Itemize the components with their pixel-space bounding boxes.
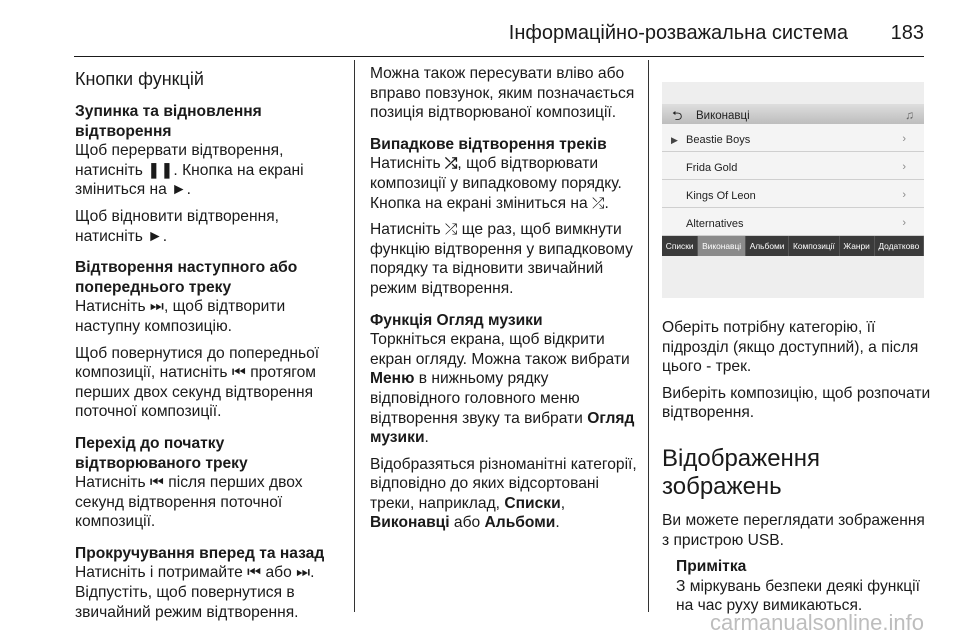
play-icon: ► [147, 227, 163, 245]
artists-term: Виконавці [370, 514, 450, 532]
paragraph: Натисніть ⤮ ще раз, щоб вимкнути функцію відтворення у випадковому порядку та відновити звичайний режим відтворення. [370, 221, 633, 297]
category-tabs [662, 236, 924, 256]
section-heading: Відображення зображень [662, 444, 821, 500]
chevron-right-icon: › [902, 217, 906, 229]
tab-songs[interactable]: Композиції [789, 236, 839, 256]
play-icon: ► [171, 181, 187, 199]
tab-more[interactable]: Додатково [875, 236, 924, 256]
screen-frame [662, 104, 924, 256]
column-divider [354, 60, 355, 612]
infotainment-screenshot [662, 82, 924, 298]
tab-artists[interactable]: Виконавці [698, 236, 746, 256]
shuffle-icon: ⤮ [444, 221, 458, 239]
back-icon[interactable]: ⮌ [672, 108, 683, 123]
section-heading: Кнопки функцій [75, 69, 204, 89]
previous-track-icon: ⏮ [149, 474, 164, 492]
pause-icon: ❚❚ [147, 161, 174, 179]
chevron-right-icon: › [902, 189, 906, 201]
previous-track-icon: ⏮ [247, 564, 262, 582]
screen-title: Виконавці [696, 110, 750, 122]
chevron-right-icon: › [902, 161, 906, 173]
menu-term: Меню [370, 370, 415, 388]
previous-track-icon: ⏮ [231, 364, 246, 382]
column-3 [662, 64, 932, 616]
subsection-title: Відтворення наступного або попереднього треку [75, 259, 298, 296]
screen-header [662, 104, 924, 124]
list-item[interactable]: Kings Of Leon › [662, 180, 924, 208]
paragraph: Щоб повернутися до попередньої композиції, натисніть ⏮ протягом перших двох секунд відтворення поточної композиції. [75, 344, 320, 421]
list-item[interactable]: ▶ Beastie Boys › [662, 124, 924, 152]
column-1 [75, 64, 347, 629]
subsection-title: Випадкове відтворення треків [370, 135, 607, 153]
paragraph: Натисніть ⤮, щоб відтворювати композиції у випадковому порядку. Кнопка на екрані зміниться на ⤮. [370, 155, 622, 212]
page-number: 183 [890, 22, 924, 44]
watermark: carmanualsonline.info [709, 610, 924, 635]
shuffle-icon: ⤮ [444, 155, 458, 173]
note-text: З міркувань безпеки деякі функції на час руху вимикаються. [676, 577, 920, 615]
paragraph: Виберіть композицію, щоб розпочати відтворення. [662, 384, 931, 422]
paragraph: Щоб відновити відтворення, натисніть ►. [75, 207, 279, 245]
music-note-icon: ♫ [905, 108, 914, 122]
artist-list [662, 124, 924, 236]
header-title: Інформаційно-розважальна система [508, 22, 848, 44]
paragraph: Ви можете переглядати зображення з пристрою USB. [662, 511, 925, 549]
list-item[interactable]: Frida Gold › [662, 152, 924, 180]
column-divider [648, 60, 649, 612]
page-header [0, 0, 960, 60]
paragraph: Відобразяться різноманітні категорії, відповідно до яких відсортовані треки, наприклад, Списки, Виконавці або Альбоми. [370, 455, 637, 532]
subsection-title: Функція Огляд музики [370, 311, 543, 329]
subsection-title: Перехід до початку відтворюваного треку [75, 434, 248, 472]
header-rule [74, 56, 924, 57]
paragraph: Натисніть ⏮ після перших двох секунд відтворення поточної композиції. [75, 474, 303, 531]
paragraph: Можна також пересувати вліво або вправо повзунок, яким позначається позиція відтворюваної композиції. [370, 65, 635, 122]
play-icon: ▶ [671, 135, 678, 145]
subsection-title: Прокручування вперед та назад [75, 544, 325, 562]
browse-music-term: Огляд музики [370, 409, 635, 447]
note-block [676, 557, 932, 616]
list-item[interactable]: Alternatives › [662, 208, 924, 236]
paragraph: Щоб перервати відтворення, натисніть ❚❚. Кнопка на екрані зміниться на ►. [75, 142, 304, 199]
next-track-icon: ⏭ [296, 564, 311, 582]
note-title: Примітка [676, 558, 747, 576]
shuffle-icon: ⤮ [591, 194, 605, 212]
paragraph: Натисніть ⏭, щоб відтворити наступну композицію. [75, 298, 286, 335]
tab-genres[interactable]: Жанри [840, 236, 875, 256]
paragraph: Оберіть потрібну категорію, її підрозділ (якщо доступний), а після цього - трек. [662, 319, 919, 376]
next-track-icon: ⏭ [149, 298, 164, 316]
subsection-title: Зупинка та відновлення відтворення [75, 103, 262, 140]
lists-term: Списки [504, 494, 561, 512]
tab-lists[interactable]: Списки [662, 236, 698, 256]
column-2 [370, 64, 642, 540]
paragraph: Торкніться екрана, щоб відкрити екран огляду. Можна також вибрати Меню в нижньому рядку відповідного головного меню відтворення звуку та вибрати Огляд музики. [370, 331, 635, 447]
albums-term: Альбоми [484, 514, 556, 532]
chevron-right-icon: › [902, 133, 906, 145]
paragraph: Натисніть і потримайте ⏮ або ⏭. Відпустіть, щоб повернутися в звичайний режим відтворення. [75, 564, 315, 621]
tab-albums[interactable]: Альбоми [746, 236, 789, 256]
